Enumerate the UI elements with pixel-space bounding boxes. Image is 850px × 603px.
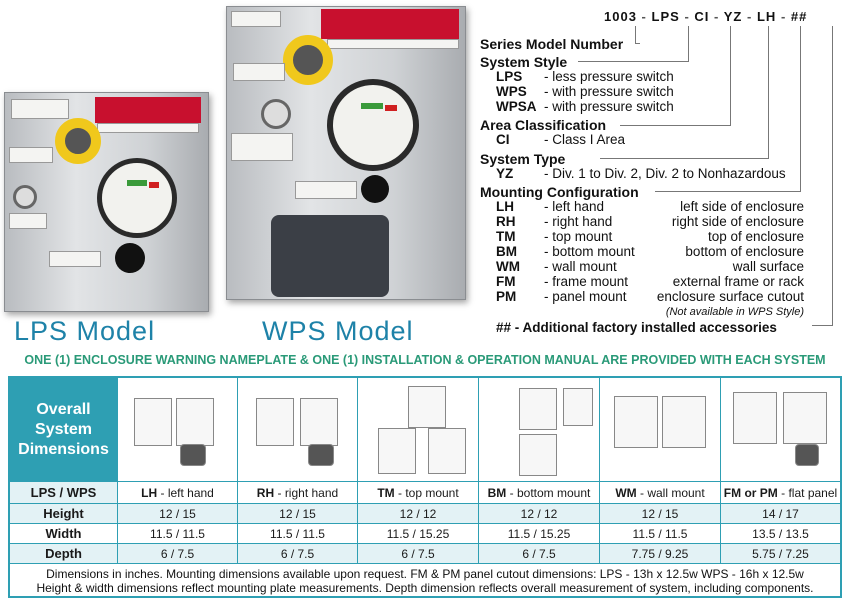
row-label-height: Height	[10, 504, 118, 524]
area-ci: CI	[496, 132, 510, 147]
system-style-lps-desc: - less pressure switch	[544, 69, 674, 84]
mounting-heading: Mounting Configuration	[480, 184, 639, 200]
depth-tm: 6 / 7.5	[358, 544, 479, 564]
leader-line	[578, 61, 688, 62]
depth-rh: 6 / 7.5	[238, 544, 358, 564]
yellow-valve-handle	[55, 118, 101, 164]
mount-lh-desc: - left hand	[544, 199, 605, 214]
mount-rh-code: RH	[496, 214, 516, 229]
mount-wm-desc: - wall mount	[544, 259, 617, 274]
yellow-valve-handle	[283, 35, 333, 85]
rh-diagram	[238, 378, 358, 482]
system-type-heading: System Type	[480, 151, 566, 167]
col-header-lh: LH - left hand	[118, 482, 238, 504]
leader-line	[655, 191, 800, 192]
valve-label	[233, 63, 285, 81]
leader-line	[688, 26, 689, 62]
info-banner: ONE (1) ENCLOSURE WARNING NAMEPLATE & ONE (1) INSTALLATION & OPERATION MANUAL ARE PROVIDED WITH EACH SYSTEM	[24, 353, 826, 367]
dimensions-table	[8, 376, 842, 598]
leader-line	[620, 125, 730, 126]
mount-rh-desc: - right hand	[544, 214, 613, 229]
width-bm: 11.5 / 15.25	[479, 524, 600, 544]
leader-line	[636, 43, 640, 44]
width-fm-pm: 13.5 / 13.5	[721, 524, 840, 544]
mount-wm-detail: wall surface	[732, 259, 804, 274]
col-header-rh: RH - right hand	[238, 482, 358, 504]
relief-knob	[361, 175, 389, 203]
table-corner-title: Overall System Dimensions	[10, 378, 118, 482]
system-type-yz-desc: - Div. 1 to Div. 2, Div. 2 to Nonhazardous	[544, 166, 786, 181]
nameplate	[231, 11, 281, 27]
mount-pm-desc: - panel mount	[544, 289, 627, 304]
relief-label	[49, 251, 101, 267]
width-rh: 11.5 / 11.5	[238, 524, 358, 544]
width-lh: 11.5 / 11.5	[118, 524, 238, 544]
height-lh: 12 / 15	[118, 504, 238, 524]
mount-fm-desc: - frame mount	[544, 274, 629, 289]
warning-plate	[321, 9, 459, 39]
mount-bm-desc: - bottom mount	[544, 244, 635, 259]
mount-wm-code: WM	[496, 259, 520, 274]
wm-diagram	[600, 378, 721, 482]
lps-enclosure-photo	[4, 92, 209, 312]
warning-plate	[95, 97, 201, 123]
lps-model-title: LPS Model	[14, 316, 156, 346]
row-label-width: Width	[10, 524, 118, 544]
wps-enclosure-photo	[226, 6, 466, 300]
leader-line	[800, 26, 801, 192]
system-style-wps: WPS	[496, 84, 527, 99]
area-ci-desc: - Class I Area	[544, 132, 626, 147]
enclosure-pressure-gauge	[97, 158, 177, 238]
enclosure-pressure-gauge	[327, 79, 419, 171]
row-label-depth: Depth	[10, 544, 118, 564]
mount-tm-desc: - top mount	[544, 229, 613, 244]
leader-line	[730, 26, 731, 126]
small-label	[231, 133, 293, 161]
mount-bm-detail: bottom of enclosure	[685, 244, 804, 259]
leader-line	[768, 26, 769, 159]
height-tm: 12 / 12	[358, 504, 479, 524]
mount-rh-detail: right side of enclosure	[671, 214, 804, 229]
system-type-yz: YZ	[496, 166, 514, 181]
mount-tm-detail: top of enclosure	[707, 229, 804, 244]
depth-lh: 6 / 7.5	[118, 544, 238, 564]
height-bm: 12 / 12	[479, 504, 600, 524]
area-classification-heading: Area Classification	[480, 117, 607, 133]
series-model-number-label: Series Model Number	[480, 36, 624, 52]
nameplate	[11, 99, 69, 119]
system-style-heading: System Style	[480, 54, 568, 70]
depth-wm: 7.75 / 9.25	[600, 544, 721, 564]
mount-fm-code: FM	[496, 274, 516, 289]
small-label	[9, 213, 47, 229]
mount-pm-detail: enclosure surface cutout	[656, 289, 804, 304]
model-code-string: 1003 - LPS - CI - YZ - LH - ##	[604, 9, 808, 24]
height-wm: 12 / 15	[600, 504, 721, 524]
footnote-line-1: Dimensions in inches. Mounting dimensions available upon request. FM & PM panel cutout dimensions: LPS - 13h x 12.5w WPS - 16h x 12.5w	[46, 567, 804, 581]
mount-lh-detail: left side of enclosure	[680, 199, 804, 214]
width-wm: 11.5 / 11.5	[600, 524, 721, 544]
leader-line	[812, 325, 832, 326]
system-style-wpsa-desc: - with pressure switch	[544, 99, 674, 114]
fm-pm-diagram	[721, 378, 840, 482]
leader-line	[635, 26, 636, 44]
mounting-note: (Not available in WPS Style)	[665, 306, 804, 318]
tm-diagram	[358, 378, 479, 482]
height-rh: 12 / 15	[238, 504, 358, 524]
width-tm: 11.5 / 15.25	[358, 524, 479, 544]
leader-line	[600, 158, 768, 159]
col-header-tm: TM - top mount	[358, 482, 479, 504]
mount-tm-code: TM	[496, 229, 516, 244]
wps-model-title: WPS Model	[262, 316, 414, 346]
bm-diagram	[479, 378, 600, 482]
system-style-wpsa: WPSA	[496, 99, 537, 114]
system-style-wps-desc: - with pressure switch	[544, 84, 674, 99]
leader-line	[832, 26, 833, 326]
instruction-plate	[97, 123, 199, 133]
col-header-wm: WM - wall mount	[600, 482, 721, 504]
mount-pm-code: PM	[496, 289, 517, 304]
system-style-lps: LPS	[496, 69, 523, 84]
col-header-bm: BM - bottom mount	[479, 482, 600, 504]
relief-knob	[115, 243, 145, 273]
mount-lh-code: LH	[496, 199, 514, 214]
header-label: LPS / WPS	[10, 482, 118, 504]
depth-bm: 6 / 7.5	[479, 544, 600, 564]
supply-gauge	[261, 99, 291, 129]
mount-fm-detail: external frame or rack	[672, 274, 804, 289]
pressure-switch	[271, 215, 389, 297]
depth-fm-pm: 5.75 / 7.25	[721, 544, 840, 564]
accessories-label: ## - Additional factory installed accessories	[496, 320, 777, 335]
col-header-fm-pm: FM or PM - flat panel	[721, 482, 840, 504]
supply-gauge	[13, 185, 37, 209]
height-fm-pm: 14 / 17	[721, 504, 840, 524]
lh-diagram	[118, 378, 238, 482]
instruction-plate	[327, 39, 459, 49]
mount-bm-code: BM	[496, 244, 517, 259]
footnote-line-2: Height & width dimensions reflect mounting plate measurements. Depth dimension reflects overall measurement of system, including components.	[36, 581, 814, 595]
valve-label	[9, 147, 53, 163]
control-valve-label	[295, 181, 357, 199]
